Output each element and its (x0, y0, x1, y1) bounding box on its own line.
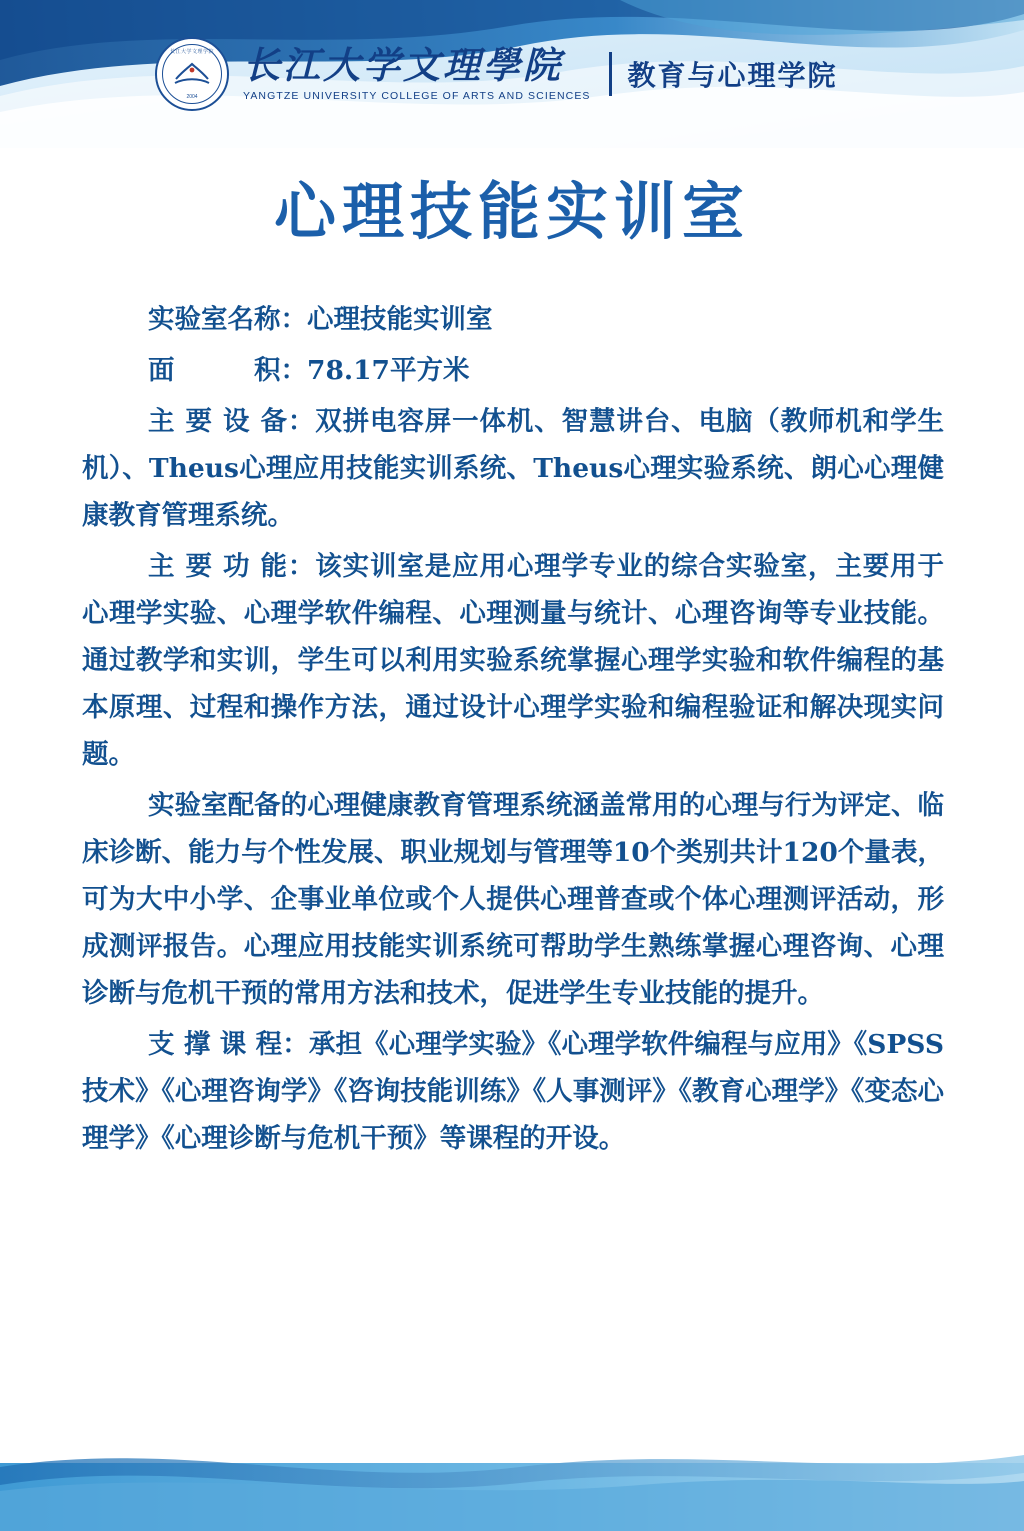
page-header (0, 0, 1024, 148)
header-identity (155, 34, 838, 114)
crest-top-text: 长江大学文理学院 (169, 49, 214, 55)
field-equipment-label: 主 要 设 备： (148, 406, 316, 437)
university-crest-icon (155, 37, 229, 111)
crest-year-text: 2004 (186, 94, 198, 100)
field-area-value: 78.17平方米 (307, 355, 470, 386)
field-courses (82, 1021, 944, 1162)
footer-wave-graphic (0, 1433, 1024, 1531)
field-equipment-value: 双拼电容屏一体机、智慧讲台、电脑（教师机和学生机）、Theus心理应用技能实训系统、Theus心理实验系统、朗心心理健康教育管理系统。 (82, 406, 944, 531)
document-body (82, 296, 944, 1166)
field-function (82, 543, 944, 778)
field-function-value: 该实训室是应用心理学专业的综合实验室，主要用于心理学实验、心理学软件编程、心理测量与统计、心理咨询等专业技能。通过教学和实训，学生可以利用实验系统掌握心理学实验和软件编程的基本原理、过程和操作方法，通过设计心理学实验和编程验证和解决现实问题。 (82, 551, 944, 770)
field-courses-label: 支 撑 课 程： (148, 1029, 309, 1060)
university-name-en: YANGTZE UNIVERSITY COLLEGE OF ARTS AND SCIENCES (243, 89, 591, 102)
page-title: 心理技能实训室 (273, 175, 750, 248)
field-area-label: 面 积： (148, 355, 307, 386)
field-lab-name (82, 296, 944, 343)
field-equipment (82, 398, 944, 539)
header-divider (609, 52, 612, 96)
department-name: 教育与心理学院 (627, 59, 838, 92)
body-paragraph: 实验室配备的心理健康教育管理系统涵盖常用的心理与行为评定、临床诊断、能力与个性发展、职业规划与管理等10个类别共计120个量表，可为大中小学、企事业单位或个人提供心理普查或个体心理测评活动，形成测评报告。心理应用技能实训系统可帮助学生熟练掌握心理咨询、心理诊断与危机干预的常用方法和技术，促进学生专业技能的提升。 (82, 790, 944, 1009)
field-courses-value: 承担《心理学实验》《心理学软件编程与应用》《SPSS技术》《心理咨询学》《咨询技能训练》《人事测评》《教育心理学》《变态心理学》《心理诊断与危机干预》等课程的开设。 (82, 1029, 944, 1154)
field-area (82, 347, 944, 394)
page-footer (0, 1433, 1024, 1531)
university-name-block (243, 43, 591, 102)
crest-mark-icon (173, 61, 211, 87)
university-name-cn: 长江大学文理學院 (243, 43, 563, 88)
field-lab-name-label: 实验室名称： (148, 304, 307, 335)
field-lab-name-value: 心理技能实训室 (307, 304, 493, 335)
field-function-label: 主 要 功 能： (148, 551, 316, 582)
